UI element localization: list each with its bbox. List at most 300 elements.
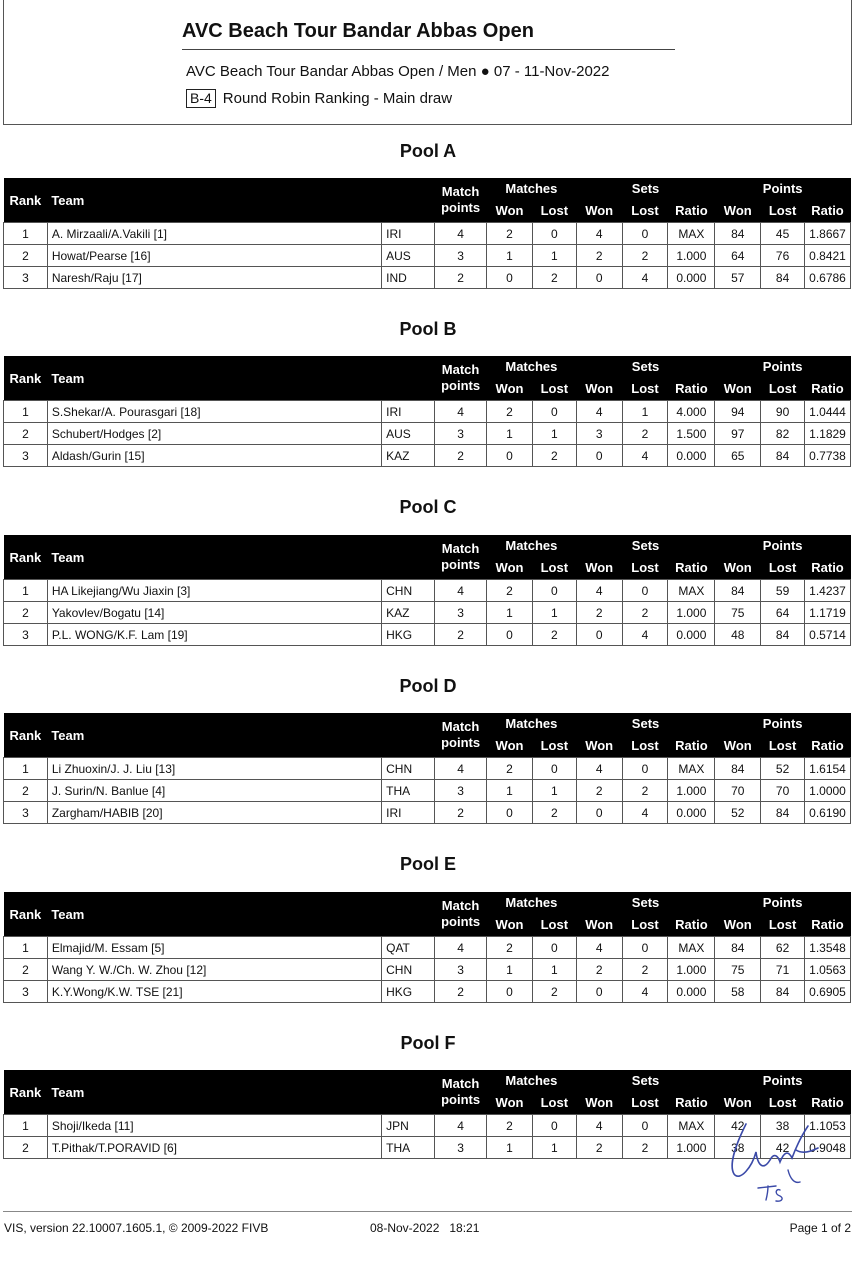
cell-ml: 0	[532, 401, 576, 423]
cell-mp: 3	[435, 780, 487, 802]
cell-pl: 90	[761, 401, 805, 423]
cell-ml: 1	[532, 423, 576, 445]
cell-pr: 0.8421	[805, 245, 851, 267]
cell-sr: 1.000	[668, 780, 715, 802]
cell-team: Wang Y. W./Ch. W. Zhou [12]	[47, 959, 381, 981]
cell-ml: 0	[532, 223, 576, 245]
cell-sr: 1.000	[668, 959, 715, 981]
col-rank: Rank	[4, 178, 48, 223]
col-lost: Lost	[622, 377, 668, 401]
cell-mw: 2	[487, 223, 533, 245]
cell-sl: 0	[622, 1115, 668, 1137]
cell-mw: 2	[487, 758, 533, 780]
col-points: Points	[715, 892, 851, 913]
cell-sw: 2	[576, 780, 622, 802]
cell-rank: 2	[4, 780, 48, 802]
cell-ml: 2	[532, 981, 576, 1003]
cell-team: HA Likejiang/Wu Jiaxin [3]	[47, 580, 381, 602]
cell-mp: 3	[435, 602, 487, 624]
cell-pw: 75	[715, 602, 761, 624]
cell-sw: 0	[576, 981, 622, 1003]
cell-mw: 0	[487, 624, 533, 646]
cell-pw: 70	[715, 780, 761, 802]
col-sets: Sets	[576, 1070, 715, 1091]
col-match-points	[435, 713, 487, 758]
cell-sr: 0.000	[668, 624, 715, 646]
table-row	[4, 245, 851, 267]
cell-sl: 0	[622, 223, 668, 245]
cell-sw: 0	[576, 802, 622, 824]
cell-mw: 2	[487, 1115, 533, 1137]
table-row	[4, 401, 851, 423]
col-won: Won	[487, 199, 533, 223]
cell-team: Li Zhuoxin/J. J. Liu [13]	[47, 758, 381, 780]
cell-mp: 4	[435, 401, 487, 423]
report-type-row	[186, 89, 452, 108]
cell-pr: 0.6905	[805, 981, 851, 1003]
cell-mw: 2	[487, 401, 533, 423]
col-match-points	[435, 1070, 487, 1115]
cell-sl: 4	[622, 267, 668, 289]
cell-sl: 2	[622, 780, 668, 802]
footer-page-number: Page 1 of 2	[789, 1221, 851, 1235]
cell-team: Yakovlev/Bogatu [14]	[47, 602, 381, 624]
col-points: Points	[715, 178, 851, 199]
cell-ml: 2	[532, 445, 576, 467]
cell-ml: 1	[532, 602, 576, 624]
cell-sl: 2	[622, 245, 668, 267]
cell-sr: MAX	[668, 580, 715, 602]
col-match-points-1: Match	[441, 1076, 480, 1091]
col-ratio: Ratio	[805, 1091, 851, 1115]
cell-sl: 0	[622, 580, 668, 602]
col-won: Won	[487, 1091, 533, 1115]
col-match-points-1: Match	[441, 541, 480, 556]
col-rank: Rank	[4, 535, 48, 580]
cell-rank: 1	[4, 937, 48, 959]
cell-pw: 57	[715, 267, 761, 289]
cell-sw: 2	[576, 959, 622, 981]
table-row	[4, 223, 851, 245]
cell-sl: 4	[622, 981, 668, 1003]
col-points: Points	[715, 713, 851, 734]
col-won: Won	[715, 913, 761, 937]
col-rank: Rank	[4, 1070, 48, 1115]
cell-sw: 0	[576, 267, 622, 289]
cell-ml: 2	[532, 267, 576, 289]
cell-sr: 0.000	[668, 981, 715, 1003]
col-won: Won	[576, 556, 622, 580]
col-lost: Lost	[532, 377, 576, 401]
col-matches: Matches	[487, 356, 577, 377]
col-match-points-2: points	[441, 200, 481, 215]
col-match-points	[435, 892, 487, 937]
cell-mp: 4	[435, 580, 487, 602]
cell-rank: 3	[4, 802, 48, 824]
col-matches: Matches	[487, 892, 577, 913]
ranking-table	[3, 535, 851, 646]
col-lost: Lost	[622, 1091, 668, 1115]
table-row	[4, 780, 851, 802]
col-lost: Lost	[761, 556, 805, 580]
cell-mp: 3	[435, 1137, 487, 1159]
cell-mp: 2	[435, 802, 487, 824]
cell-ml: 0	[532, 580, 576, 602]
event-title: AVC Beach Tour Bandar Abbas Open	[182, 20, 534, 42]
col-ratio: Ratio	[668, 556, 715, 580]
col-team: Team	[47, 892, 434, 937]
cell-pl: 52	[761, 758, 805, 780]
pool-title: Pool B	[399, 319, 457, 339]
table-row	[4, 423, 851, 445]
cell-mp: 2	[435, 267, 487, 289]
col-lost: Lost	[622, 199, 668, 223]
cell-sr: 1.000	[668, 602, 715, 624]
cell-pl: 76	[761, 245, 805, 267]
cell-pw: 48	[715, 624, 761, 646]
col-match-points	[435, 356, 487, 401]
cell-pr: 1.1829	[805, 423, 851, 445]
cell-sr: MAX	[668, 937, 715, 959]
pool-title: Pool C	[399, 497, 457, 517]
cell-pw: 42	[715, 1115, 761, 1137]
cell-sr: 0.000	[668, 267, 715, 289]
col-team: Team	[47, 178, 434, 223]
table-row	[4, 445, 851, 467]
cell-ml: 1	[532, 245, 576, 267]
col-team: Team	[47, 535, 434, 580]
cell-pl: 70	[761, 780, 805, 802]
col-match-points-2: points	[441, 378, 481, 393]
col-sets: Sets	[576, 535, 715, 556]
cell-country: AUS	[382, 423, 435, 445]
col-won: Won	[715, 556, 761, 580]
cell-pl: 84	[761, 267, 805, 289]
col-lost: Lost	[622, 734, 668, 758]
cell-mw: 1	[487, 959, 533, 981]
cell-country: QAT	[382, 937, 435, 959]
footer-datetime: 08-Nov-2022 18:21	[370, 1221, 480, 1235]
cell-ml: 1	[532, 780, 576, 802]
cell-pl: 84	[761, 802, 805, 824]
cell-sr: 0.000	[668, 445, 715, 467]
col-lost: Lost	[532, 913, 576, 937]
col-sets: Sets	[576, 356, 715, 377]
col-ratio: Ratio	[805, 377, 851, 401]
cell-rank: 1	[4, 758, 48, 780]
cell-team: Shoji/Ikeda [11]	[47, 1115, 381, 1137]
cell-country: IND	[382, 267, 435, 289]
cell-pw: 65	[715, 445, 761, 467]
col-lost: Lost	[761, 913, 805, 937]
cell-team: J. Surin/N. Banlue [4]	[47, 780, 381, 802]
cell-pr: 0.5714	[805, 624, 851, 646]
col-points: Points	[715, 1070, 851, 1091]
col-matches: Matches	[487, 178, 577, 199]
col-won: Won	[576, 1091, 622, 1115]
cell-pr: 0.6190	[805, 802, 851, 824]
col-ratio: Ratio	[805, 199, 851, 223]
col-won: Won	[715, 377, 761, 401]
cell-sr: 4.000	[668, 401, 715, 423]
cell-sw: 3	[576, 423, 622, 445]
cell-rank: 2	[4, 423, 48, 445]
col-match-points-1: Match	[441, 362, 480, 377]
table-row	[4, 937, 851, 959]
cell-country: KAZ	[382, 445, 435, 467]
cell-pr: 1.1719	[805, 602, 851, 624]
cell-ml: 1	[532, 1137, 576, 1159]
cell-ml: 2	[532, 624, 576, 646]
cell-team: Howat/Pearse [16]	[47, 245, 381, 267]
cell-pw: 75	[715, 959, 761, 981]
cell-mw: 0	[487, 267, 533, 289]
col-match-points	[435, 178, 487, 223]
title-rule	[182, 49, 675, 50]
col-ratio: Ratio	[805, 556, 851, 580]
cell-pw: 84	[715, 223, 761, 245]
cell-rank: 2	[4, 602, 48, 624]
cell-team: Naresh/Raju [17]	[47, 267, 381, 289]
col-match-points-2: points	[441, 1092, 481, 1107]
col-match-points-2: points	[441, 735, 481, 750]
col-matches: Matches	[487, 713, 577, 734]
col-ratio: Ratio	[668, 913, 715, 937]
col-won: Won	[715, 199, 761, 223]
cell-pl: 38	[761, 1115, 805, 1137]
pool-title: Pool F	[400, 1033, 456, 1053]
cell-team: P.L. WONG/K.F. Lam [19]	[47, 624, 381, 646]
cell-sl: 2	[622, 423, 668, 445]
col-points: Points	[715, 356, 851, 377]
col-won: Won	[487, 734, 533, 758]
cell-pr: 0.6786	[805, 267, 851, 289]
col-rank: Rank	[4, 356, 48, 401]
col-ratio: Ratio	[668, 1091, 715, 1115]
cell-team: A. Mirzaali/A.Vakili [1]	[47, 223, 381, 245]
col-lost: Lost	[761, 377, 805, 401]
cell-pl: 62	[761, 937, 805, 959]
cell-sl: 2	[622, 1137, 668, 1159]
report-header	[3, 0, 852, 125]
col-lost: Lost	[532, 556, 576, 580]
col-ratio: Ratio	[805, 734, 851, 758]
col-won: Won	[576, 199, 622, 223]
cell-pl: 42	[761, 1137, 805, 1159]
col-match-points-2: points	[441, 914, 481, 929]
cell-pr: 1.0000	[805, 780, 851, 802]
cell-mw: 0	[487, 981, 533, 1003]
cell-mp: 3	[435, 245, 487, 267]
cell-sl: 4	[622, 802, 668, 824]
cell-sl: 4	[622, 445, 668, 467]
col-lost: Lost	[532, 199, 576, 223]
col-points: Points	[715, 535, 851, 556]
cell-rank: 3	[4, 445, 48, 467]
cell-pr: 1.8667	[805, 223, 851, 245]
cell-sw: 4	[576, 937, 622, 959]
cell-mw: 0	[487, 445, 533, 467]
cell-ml: 0	[532, 937, 576, 959]
cell-team: Schubert/Hodges [2]	[47, 423, 381, 445]
cell-sr: MAX	[668, 223, 715, 245]
col-won: Won	[487, 556, 533, 580]
cell-team: Aldash/Gurin [15]	[47, 445, 381, 467]
col-lost: Lost	[622, 556, 668, 580]
col-matches: Matches	[487, 535, 577, 556]
cell-mw: 1	[487, 780, 533, 802]
cell-mp: 4	[435, 758, 487, 780]
cell-country: AUS	[382, 245, 435, 267]
ranking-table	[3, 713, 851, 824]
cell-mp: 3	[435, 959, 487, 981]
cell-mp: 3	[435, 423, 487, 445]
table-row	[4, 758, 851, 780]
col-ratio: Ratio	[805, 913, 851, 937]
footer-version: VIS, version 22.10007.1605.1, © 2009-2022 FIVB	[4, 1221, 269, 1235]
cell-country: CHN	[382, 580, 435, 602]
cell-ml: 2	[532, 802, 576, 824]
footer-rule	[3, 1211, 852, 1212]
ranking-table	[3, 178, 851, 289]
cell-country: THA	[382, 1137, 435, 1159]
cell-country: JPN	[382, 1115, 435, 1137]
col-won: Won	[487, 377, 533, 401]
col-won: Won	[715, 734, 761, 758]
cell-sw: 4	[576, 1115, 622, 1137]
report-code-badge: B-4	[186, 89, 216, 108]
col-team: Team	[47, 356, 434, 401]
cell-mp: 4	[435, 937, 487, 959]
cell-pl: 71	[761, 959, 805, 981]
cell-team: K.Y.Wong/K.W. TSE [21]	[47, 981, 381, 1003]
col-match-points-1: Match	[441, 719, 480, 734]
col-lost: Lost	[761, 1091, 805, 1115]
cell-pl: 59	[761, 580, 805, 602]
cell-pw: 64	[715, 245, 761, 267]
cell-ml: 0	[532, 1115, 576, 1137]
cell-rank: 3	[4, 267, 48, 289]
col-won: Won	[576, 377, 622, 401]
cell-rank: 1	[4, 223, 48, 245]
col-team: Team	[47, 1070, 434, 1115]
cell-team: Zargham/HABIB [20]	[47, 802, 381, 824]
table-row	[4, 624, 851, 646]
pool-title: Pool E	[399, 854, 456, 874]
col-lost: Lost	[622, 913, 668, 937]
col-lost: Lost	[532, 734, 576, 758]
cell-pw: 52	[715, 802, 761, 824]
cell-mw: 1	[487, 1137, 533, 1159]
cell-pr: 0.7738	[805, 445, 851, 467]
col-lost: Lost	[761, 199, 805, 223]
cell-mw: 2	[487, 937, 533, 959]
event-subtitle: AVC Beach Tour Bandar Abbas Open / Men ● 07 - 11-Nov-2022	[186, 63, 610, 80]
cell-rank: 3	[4, 981, 48, 1003]
cell-sl: 4	[622, 624, 668, 646]
col-match-points-1: Match	[441, 184, 480, 199]
cell-country: CHN	[382, 959, 435, 981]
cell-pr: 1.6154	[805, 758, 851, 780]
pool-title: Pool D	[399, 676, 457, 696]
table-row	[4, 580, 851, 602]
table-row	[4, 981, 851, 1003]
cell-pr: 0.9048	[805, 1137, 851, 1159]
cell-sw: 2	[576, 245, 622, 267]
cell-rank: 1	[4, 580, 48, 602]
cell-pw: 58	[715, 981, 761, 1003]
cell-pr: 1.3548	[805, 937, 851, 959]
cell-pr: 1.0444	[805, 401, 851, 423]
cell-rank: 1	[4, 401, 48, 423]
cell-team: Elmajid/M. Essam [5]	[47, 937, 381, 959]
col-match-points	[435, 535, 487, 580]
cell-pw: 84	[715, 580, 761, 602]
col-ratio: Ratio	[668, 377, 715, 401]
cell-sl: 2	[622, 959, 668, 981]
cell-pw: 94	[715, 401, 761, 423]
cell-country: HKG	[382, 624, 435, 646]
cell-sw: 4	[576, 401, 622, 423]
cell-country: HKG	[382, 981, 435, 1003]
cell-pl: 82	[761, 423, 805, 445]
cell-sw: 2	[576, 602, 622, 624]
col-won: Won	[576, 913, 622, 937]
cell-sr: 1.000	[668, 1137, 715, 1159]
cell-pw: 97	[715, 423, 761, 445]
cell-pl: 84	[761, 981, 805, 1003]
col-rank: Rank	[4, 713, 48, 758]
cell-mp: 2	[435, 445, 487, 467]
cell-country: THA	[382, 780, 435, 802]
cell-sw: 4	[576, 580, 622, 602]
cell-pl: 64	[761, 602, 805, 624]
cell-rank: 3	[4, 624, 48, 646]
cell-sw: 0	[576, 445, 622, 467]
cell-pl: 45	[761, 223, 805, 245]
cell-rank: 2	[4, 245, 48, 267]
cell-pl: 84	[761, 445, 805, 467]
cell-pw: 38	[715, 1137, 761, 1159]
handwritten-signature	[718, 1112, 828, 1202]
cell-mw: 0	[487, 802, 533, 824]
cell-mw: 1	[487, 423, 533, 445]
col-ratio: Ratio	[668, 199, 715, 223]
col-sets: Sets	[576, 178, 715, 199]
col-match-points-1: Match	[441, 898, 480, 913]
ranking-table	[3, 892, 851, 1003]
cell-country: IRI	[382, 223, 435, 245]
cell-mp: 4	[435, 223, 487, 245]
cell-team: S.Shekar/A. Pourasgari [18]	[47, 401, 381, 423]
cell-country: IRI	[382, 802, 435, 824]
col-match-points-2: points	[441, 557, 481, 572]
cell-rank: 2	[4, 959, 48, 981]
cell-sr: 1.500	[668, 423, 715, 445]
cell-mp: 2	[435, 624, 487, 646]
col-rank: Rank	[4, 892, 48, 937]
cell-pl: 84	[761, 624, 805, 646]
pool-title: Pool A	[399, 141, 457, 161]
cell-mw: 1	[487, 245, 533, 267]
cell-sw: 2	[576, 1137, 622, 1159]
col-sets: Sets	[576, 713, 715, 734]
cell-sr: 1.000	[668, 245, 715, 267]
cell-sw: 4	[576, 758, 622, 780]
table-row	[4, 267, 851, 289]
table-row	[4, 602, 851, 624]
col-matches: Matches	[487, 1070, 577, 1091]
